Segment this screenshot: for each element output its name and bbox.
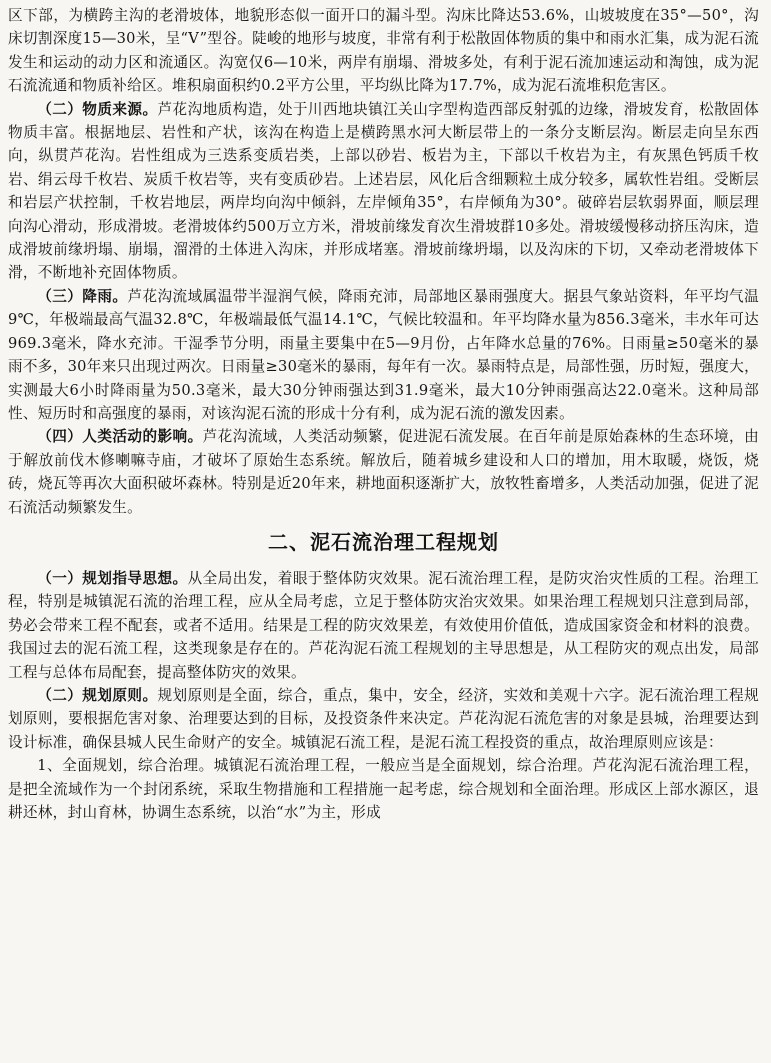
paragraph-material-source <box>8 98 759 285</box>
paragraph-comprehensive-planning <box>8 754 759 824</box>
paragraph-text: 从全局出发，着眼于整体防灾效果。泥石流治理工程，是防灾治灾性质的工程。治理工程，特别是城镇泥石流的治理工程，应从全局考虑，立足于整体防灾治灾效果。如果治理工程规划只注意到局部，势必会带来工程不配套，或者不适用。结果是工程的防灾效果差，有效使用价值低，造成国家资金和材料的浪费。我国过去的泥石流工程，这类现象是存在的。芦花沟泥石流工程规划的主导思想是，从工程防灾的观点出发，局部工程与总体布局配套，提高整体防灾的效果。 <box>8 569 759 681</box>
paragraph-heading: （三）降雨。 <box>37 287 128 305</box>
paragraph-formation-area <box>8 4 759 98</box>
paragraph-text: 区下部，为横跨主沟的老滑坡体，地貌形态似一面开口的漏斗型。沟床比降达53.6%，山坡坡度在35°—50°，沟床切割深度15—30米，呈“V”型谷。陡峻的地形与坡度，非常有利于松散固体物质的集中和雨水汇集，成为泥石流发生和运动的动力区和流通区。沟宽仅6—10米，两岸有崩塌、滑坡多处，有利于泥石流加速运动和淘蚀，成为泥石流流通和物质补给区。堆积扇面积约0.2平方公里，平均纵比降为17.7%，成为泥石流堆积危害区。 <box>8 7 759 95</box>
paragraph-heading: （二）物质来源。 <box>37 100 158 118</box>
paragraph-text: 芦花沟流域，人类活动频繁，促进泥石流发展。在百年前是原始森林的生态环境，由于解放前伐木修喇嘛寺庙，才破坏了原始生态系统。解放后，随着城乡建设和人口的增加，用木取暖，烧饭，烧砖，烧瓦等再次大面积破坏森林。特别是近20年来，耕地面积逐渐扩大，放牧牲畜增多，人类活动加强，促进了泥石流活动频繁发生。 <box>8 428 759 516</box>
paragraph-heading: （四）人类活动的影响。 <box>37 428 203 446</box>
paragraph-text: 规划原则是全面，综合，重点，集中，安全，经济，实效和美观十六字。泥石流治理工程规划原则，要根据危害对象、治理要达到的目标，及投资条件来决定。芦花沟泥石流危害的对象是县城，治理要达到设计标准，确保县城人民生命财产的安全。城镇泥石流工程，是泥石流工程投资的重点，故治理原则应该是： <box>8 686 759 751</box>
paragraph-heading: （二）规划原则。 <box>37 686 158 704</box>
paragraph-rainfall <box>8 285 759 425</box>
paragraph-heading: （一）规划指导思想。 <box>37 569 188 587</box>
paragraph-planning-principles <box>8 684 759 754</box>
section-title: 二、泥石流治理工程规划 <box>268 529 499 554</box>
paragraph-human-activity <box>8 425 759 519</box>
paragraph-text: 芦花沟地质构造，处于川西地块镇江关山字型构造西部反射弧的边缘，滑坡发育，松散固体物质丰富。根据地层、岩性和产状，该沟在构造上是横跨黑水河大断层带上的一条分支断层沟。断层走向呈东西向，纵贯芦花沟。岩性组成为三迭系变质岩类，上部以砂岩、板岩为主，下部以千枚岩为主，有灰黑色钙质千枚岩、绢云母千枚岩、炭质千枚岩等，夹有变质砂岩。上述岩层，风化后含细颗粒土成分较多，属软性岩组。受断层和岩层产状控制，千枚岩地层，两岸均向沟中倾斜，左岸倾角35°，右岸倾角为30°。破碎岩层软弱界面，顺层理向沟心滑动，形成滑坡。老滑坡体约500万立方米，滑坡前缘发育次生滑坡群10多处。滑坡缓慢移动挤压沟床，造成滑坡前缘坍塌、崩塌，溜滑的土体进入沟床，并形成堵塞。滑坡前缘坍塌，以及沟床的下切，又牵动老滑坡体下滑，不断地补充固体物质。 <box>8 100 759 282</box>
paragraph-text: 芦花沟流域属温带半湿润气候，降雨充沛，局部地区暴雨强度大。据县气象站资料，年平均气温9℃，年极端最高气温32.8℃，年极端最低气温14.1℃，气候比较温和。年平均降水量为856.3毫米，丰水年可达969.3毫米，降水充沛。干湿季节分明，雨量主要集中在5—9月份，占年降水总量的76%。日雨量≥50毫米的暴雨不多，30年来只出现过两次。日雨量≥30毫米的暴雨，每年有一次。暴雨特点是，局部性强，历时短，强度大，实测最大6小时降雨量为50.3毫米，最大30分钟雨强达到31.9毫米，最大10分钟雨强高达22.0毫米。这种局部性、短历时和高强度的暴雨，对该沟泥石流的形成十分有利，成为泥石流的激发因素。 <box>8 287 759 422</box>
paragraph-text: 1、全面规划，综合治理。城镇泥石流治理工程，一般应当是全面规划，综合治理。芦花沟泥石流治理工程，是把全流域作为一个封闭系统，采取生物措施和工程措施一起考虑，综合规划和全面治理。形成区上部水源区，退耕还林，封山育林，协调生态系统，以治“水”为主，形成 <box>8 757 759 821</box>
paragraph-guiding-idea <box>8 567 759 684</box>
